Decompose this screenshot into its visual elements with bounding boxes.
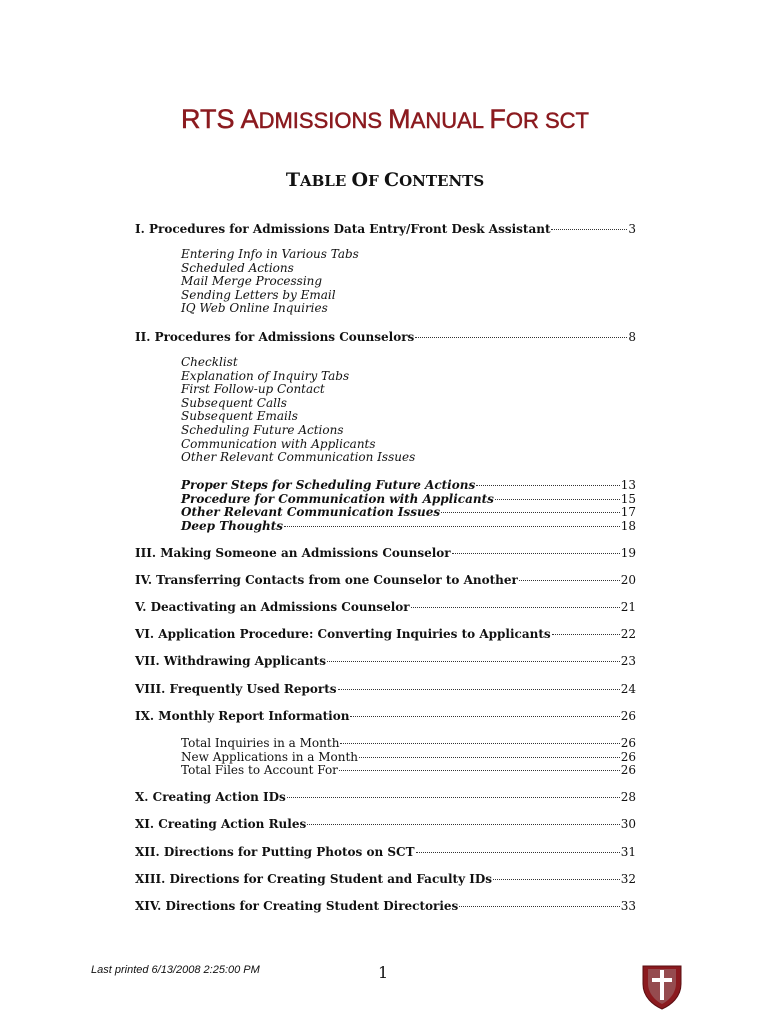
- toc-entry-section-9[interactable]: [135, 709, 636, 723]
- toc-page-number: 28: [620, 790, 636, 804]
- toc-entry-label: X. Creating Action IDs: [135, 790, 286, 804]
- topic-item: Communication with Applicants: [181, 436, 376, 451]
- section-1-topics: [181, 248, 359, 316]
- toc-page-number: 30: [620, 817, 636, 831]
- topic-item: Scheduled Actions: [181, 260, 294, 275]
- toc-entry-label: VII. Withdrawing Applicants: [135, 654, 326, 668]
- toc-entry-section-11[interactable]: [135, 817, 636, 831]
- topic-item: IQ Web Online Inquiries: [181, 301, 328, 316]
- toc-page-number: 26: [620, 709, 636, 723]
- toc-page-number: 22: [620, 627, 636, 641]
- toc-entry-section-3[interactable]: [135, 546, 636, 560]
- toc-page-number: 8: [628, 330, 636, 344]
- document-title: RTS ADMISSIONS MANUAL FOR SCT: [181, 104, 589, 134]
- topic-item: Explanation of Inquiry Tabs: [181, 368, 350, 383]
- toc-page-number: 32: [620, 872, 636, 886]
- dot-leader: [359, 757, 620, 758]
- toc-page-number: 3: [628, 222, 636, 236]
- dot-leader: [327, 661, 620, 662]
- toc-subentry[interactable]: [181, 763, 636, 777]
- topic-item: Checklist: [181, 355, 238, 369]
- toc-page-number: 19: [620, 546, 636, 560]
- topic-item: Subsequent Calls: [181, 395, 287, 410]
- toc-entry-label: XI. Creating Action Rules: [135, 817, 307, 831]
- toc-entry-section-5[interactable]: [135, 600, 636, 614]
- page-number: 1: [378, 963, 389, 982]
- dot-leader: [284, 526, 620, 527]
- dot-leader: [495, 499, 620, 500]
- toc-entry-label: Total Inquiries in a Month: [181, 736, 340, 750]
- toc-page-number: 23: [620, 654, 636, 668]
- toc-page-number: 26: [620, 763, 636, 777]
- toc-entry-label: IV. Transferring Contacts from one Counselor to Another: [135, 573, 518, 587]
- dot-leader: [551, 229, 627, 230]
- topic-item: Mail Merge Processing: [181, 274, 323, 289]
- toc-entry-label: II. Procedures for Admissions Counselors: [135, 330, 415, 344]
- dot-leader: [441, 512, 620, 513]
- toc-subentry[interactable]: [181, 750, 636, 764]
- topic-item: Sending Letters by Email: [181, 287, 336, 302]
- dot-leader: [340, 743, 619, 744]
- toc-page-number: 15: [620, 492, 636, 506]
- toc-subentry[interactable]: [181, 519, 636, 533]
- toc-subentry[interactable]: [181, 492, 636, 506]
- toc-entry-label: III. Making Someone an Admissions Counselor: [135, 546, 451, 560]
- dot-leader: [411, 607, 620, 608]
- toc-entry-section-13[interactable]: [135, 872, 636, 886]
- toc-page-number: 26: [620, 736, 636, 750]
- toc-entry-section-4[interactable]: [135, 573, 636, 587]
- toc-entry-label: Other Relevant Communication Issues: [181, 505, 441, 519]
- toc-page-number: 21: [620, 600, 636, 614]
- toc-entry-label: V. Deactivating an Admissions Counselor: [135, 600, 410, 614]
- topic-item: Scheduling Future Actions: [181, 422, 344, 437]
- dot-leader: [350, 716, 619, 717]
- dot-leader: [415, 337, 627, 338]
- toc-entry-label: VI. Application Procedure: Converting Inquiries to Applicants: [135, 627, 551, 641]
- topic-item: Subsequent Emails: [181, 409, 298, 424]
- toc-subentry[interactable]: [181, 478, 636, 492]
- toc-entry-section-2[interactable]: [135, 330, 636, 344]
- toc-page-number: 13: [620, 478, 636, 492]
- toc-entry-label: Proper Steps for Scheduling Future Actions: [181, 478, 476, 492]
- toc-entry-section-14[interactable]: [135, 899, 636, 913]
- topic-item: First Follow-up Contact: [181, 382, 325, 397]
- dot-leader: [476, 485, 620, 486]
- toc-entry-section-10[interactable]: [135, 790, 636, 804]
- toc-page-number: 26: [620, 750, 636, 764]
- toc-entry-label: Procedure for Communication with Applicants: [181, 492, 494, 506]
- last-printed-text: Last printed 6/13/2008 2:25:00 PM: [91, 964, 260, 976]
- toc-entry-label: XIV. Directions for Creating Student Directories: [135, 899, 459, 913]
- dot-leader: [339, 770, 620, 771]
- toc-entry-label: I. Procedures for Admissions Data Entry/Front Desk Assistant: [135, 222, 551, 236]
- toc-entry-label: IX. Monthly Report Information: [135, 709, 350, 723]
- toc-entry-label: XIII. Directions for Creating Student and Faculty IDs: [135, 872, 493, 886]
- dot-leader: [552, 634, 620, 635]
- toc-entry-section-12[interactable]: [135, 845, 636, 859]
- toc-subentry[interactable]: [181, 736, 636, 750]
- dot-leader: [307, 824, 619, 825]
- toc-entry-section-7[interactable]: [135, 654, 636, 668]
- topic-item: Other Relevant Communication Issues: [181, 450, 416, 465]
- shield-cross-icon: [640, 964, 684, 1010]
- dot-leader: [459, 906, 619, 907]
- dot-leader: [338, 689, 620, 690]
- toc-entry-label: Total Files to Account For: [181, 763, 338, 777]
- dot-leader: [452, 553, 620, 554]
- section-2-topics: [181, 356, 415, 465]
- toc-page-number: 33: [620, 899, 636, 913]
- dot-leader: [416, 852, 620, 853]
- toc-page-number: 18: [620, 519, 636, 533]
- toc-page-number: 31: [620, 845, 636, 859]
- dot-leader: [493, 879, 620, 880]
- toc-entry-label: Deep Thoughts: [181, 519, 284, 533]
- toc-entry-label: XII. Directions for Putting Photos on SCT: [135, 845, 415, 859]
- toc-entry-label: VIII. Frequently Used Reports: [135, 682, 337, 696]
- dot-leader: [519, 580, 620, 581]
- toc-page-number: 20: [620, 573, 636, 587]
- toc-entry-section-1[interactable]: [135, 222, 636, 236]
- toc-subentry[interactable]: [181, 505, 636, 519]
- toc-entry-section-6[interactable]: [135, 627, 636, 641]
- toc-page-number: 17: [620, 505, 636, 519]
- toc-heading: TABLE OF CONTENTS: [285, 169, 485, 191]
- toc-entry-label: New Applications in a Month: [181, 750, 358, 764]
- toc-page-number: 24: [620, 682, 636, 696]
- dot-leader: [287, 797, 620, 798]
- topic-item: Entering Info in Various Tabs: [181, 247, 359, 261]
- toc-entry-section-8[interactable]: [135, 682, 636, 696]
